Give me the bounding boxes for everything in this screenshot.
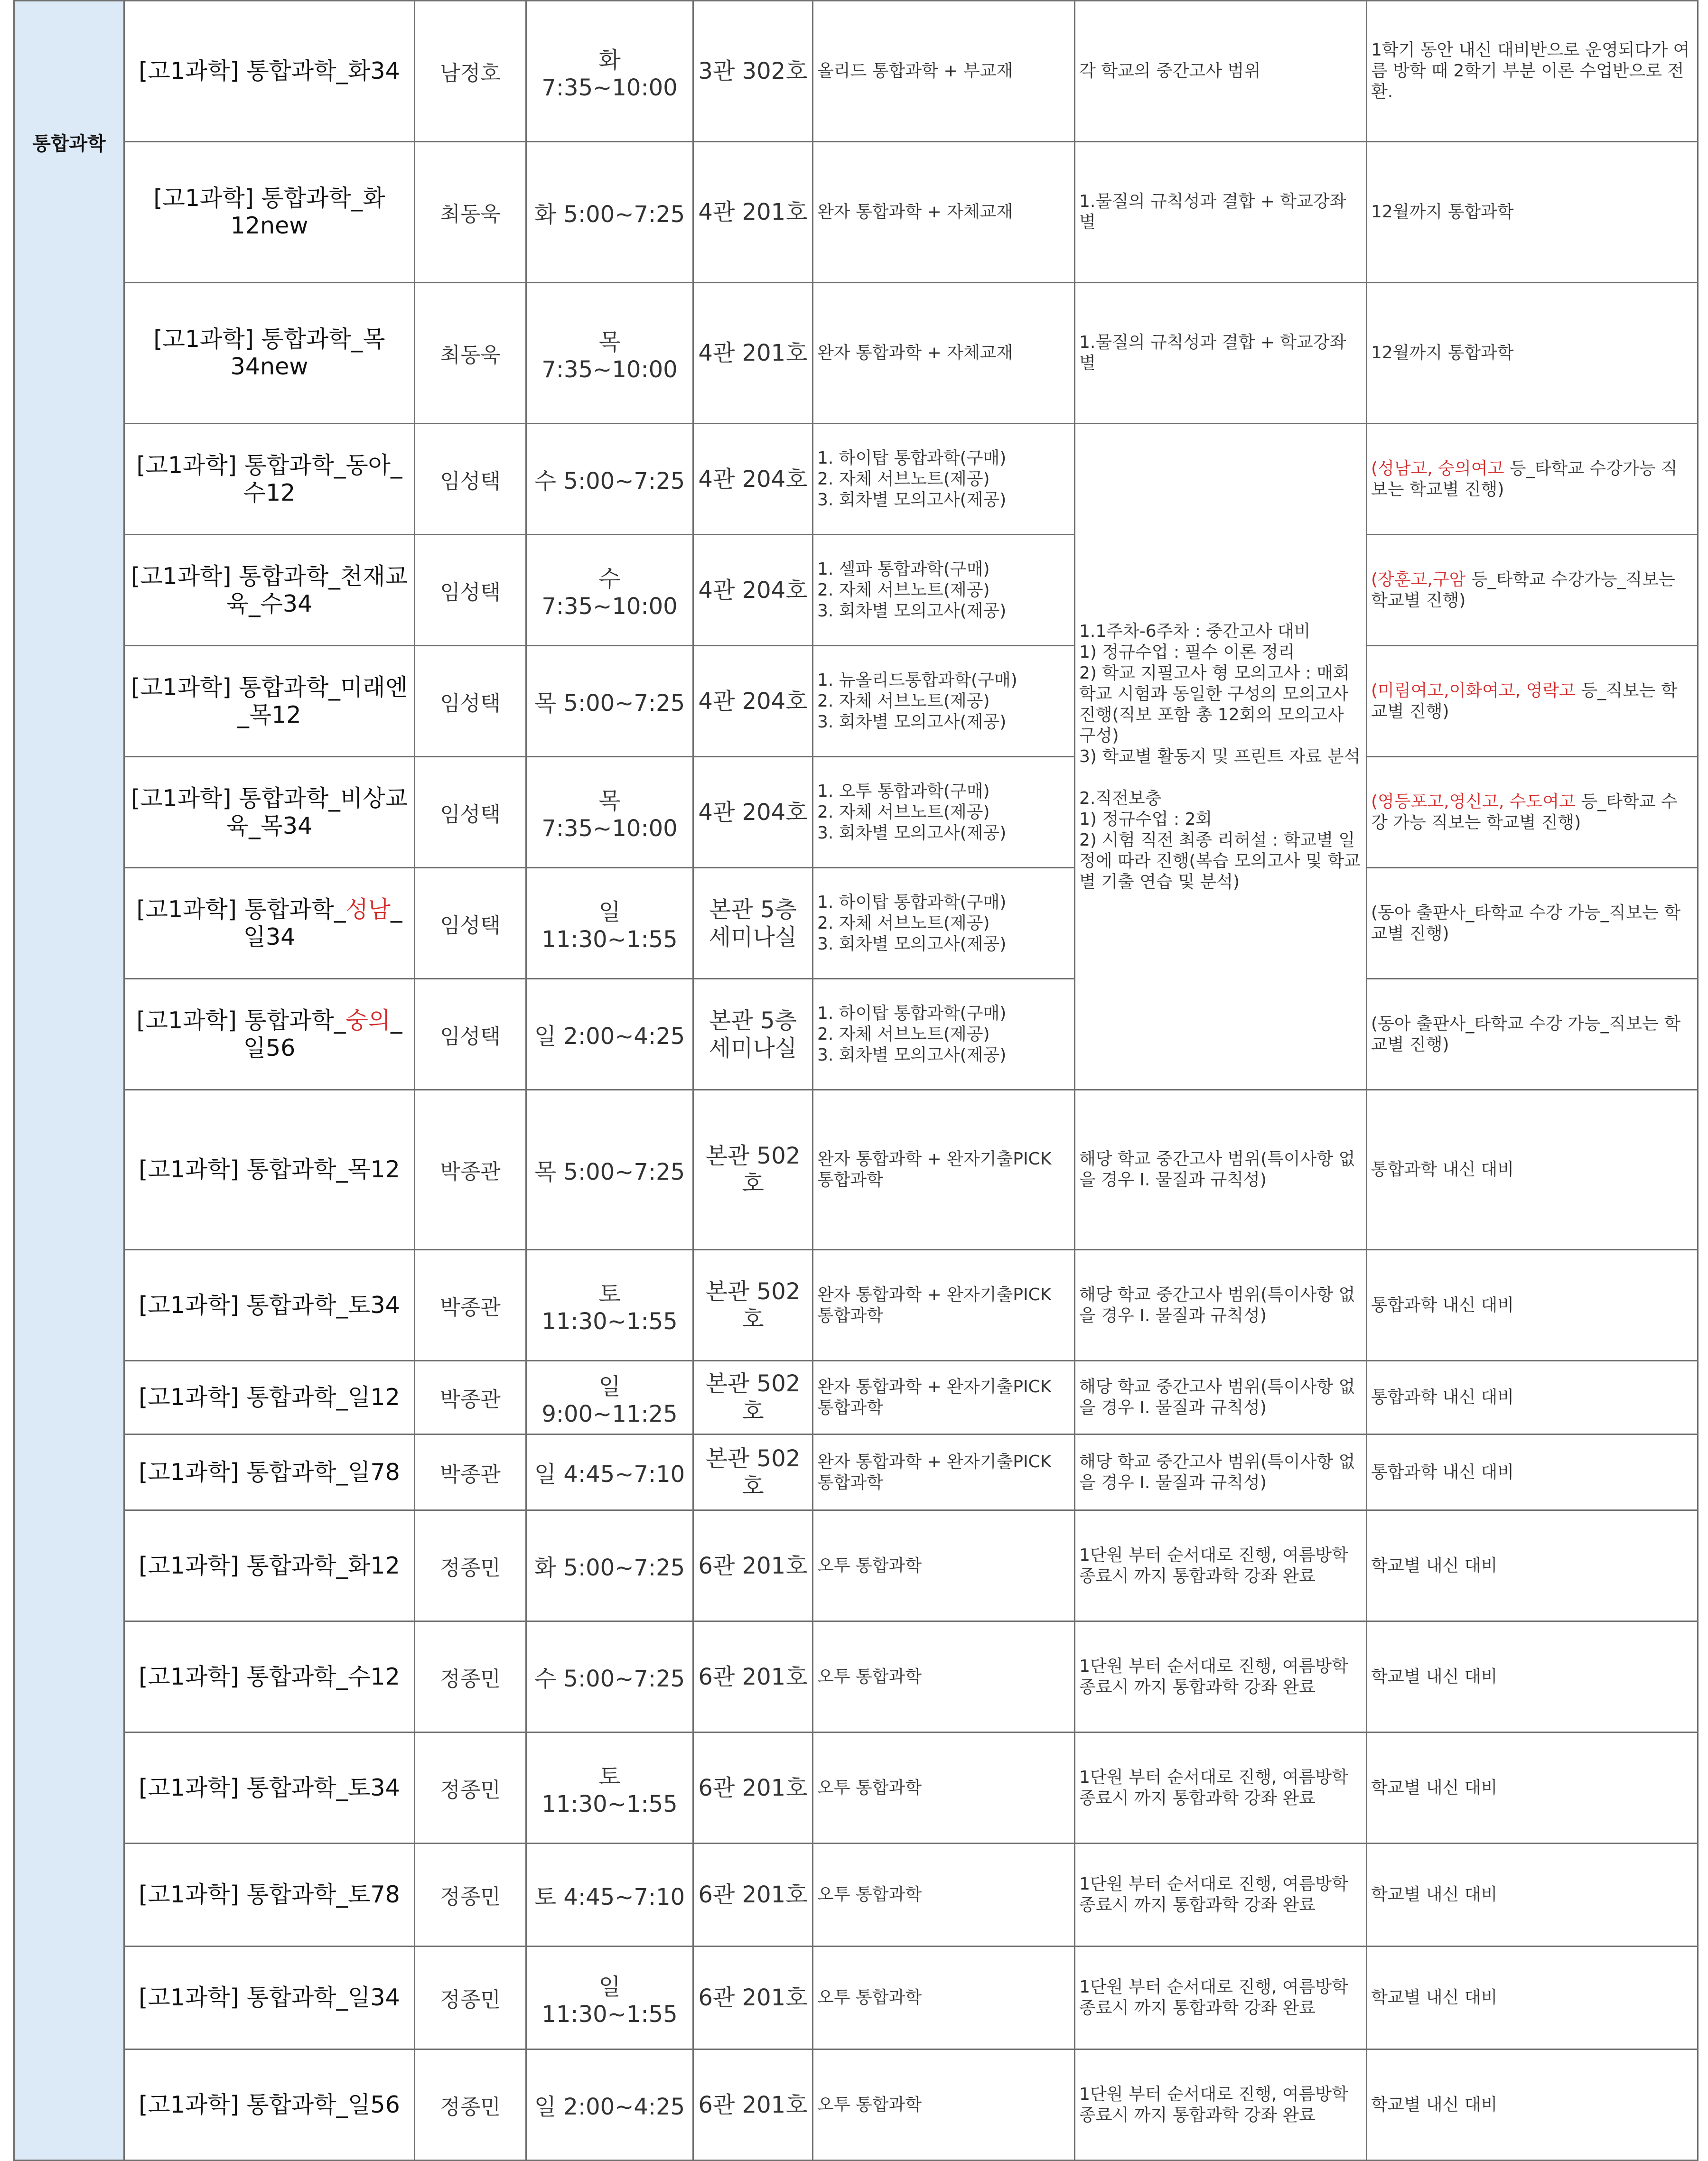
exam-scope: 1.물질의 규칙성과 결합 + 학교강좌별 [1075, 142, 1367, 283]
class-note: 1학기 동안 내신 대비반으로 운영되다가 여름 방학 때 2학기 부분 이론 수업반으로 전환. [1367, 1, 1698, 142]
note-text: 등_타학교 수강가능 직보는 학교별 진행) [1371, 458, 1678, 499]
class-note: 학교별 내신 대비 [1367, 1510, 1698, 1621]
teacher-name: 정종민 [415, 1844, 526, 1947]
course-name: [고1과학] 통합과학_수12 [124, 1621, 415, 1733]
teacher-name: 임성택 [415, 424, 526, 535]
class-note: 12월까지 통합과학 [1367, 142, 1698, 283]
classroom: 6관 201호 [693, 1733, 813, 1844]
teacher-name: 박종관 [415, 1090, 526, 1250]
teacher-name: 정종민 [415, 1733, 526, 1844]
note-highlight: (성남고, 숭의여고 [1371, 458, 1504, 478]
course-name [124, 979, 415, 1090]
class-time: 목 5:00~7:25 [526, 1090, 693, 1250]
classroom: 4관 201호 [693, 283, 813, 424]
textbook: 완자 통합과학 + 자체교재 [813, 283, 1075, 424]
exam-scope-merged: 1.1주차-6주차 : 중간고사 대비 1) 정규수업 : 필수 이론 정리 2) 학교 지필고사 형 모의고사 : 매회 학교 시험과 동일한 구성의 모의고사 진행(직보 포함 총 12회의 모의고사 구성) 3) 학교별 활동지 및 프린트 자료 분석 2.직전보충 1) 정규수업 : 2회 2) 시험 직전 최종 리허설 : 학교별 일정에 따라 진행(복습 모의고사 및 학교별 기출 연습 및 분석) [1075, 424, 1367, 1090]
class-note: 통합과학 내신 대비 [1367, 1434, 1698, 1510]
textbook: 완자 통합과학 + 완자기출PICK 통합과학 [813, 1250, 1075, 1361]
classroom: 6관 201호 [693, 1844, 813, 1947]
note-highlight: (장훈고,구암 [1371, 569, 1466, 589]
textbook: 오투 통합과학 [813, 1947, 1075, 2049]
class-time: 토 11:30~1:55 [526, 1250, 693, 1361]
classroom: 본관 502호 [693, 1361, 813, 1434]
exam-scope: 1단원 부터 순서대로 진행, 여름방학 종료시 까지 통합과학 강좌 완료 [1075, 1510, 1367, 1621]
teacher-name: 정종민 [415, 1621, 526, 1733]
textbook: 완자 통합과학 + 자체교재 [813, 142, 1075, 283]
classroom: 본관 502호 [693, 1250, 813, 1361]
table-row [14, 142, 1698, 283]
course-name: [고1과학] 통합과학_토34 [124, 1250, 415, 1361]
class-time: 수 5:00~7:25 [526, 424, 693, 535]
table-row [14, 424, 1698, 535]
course-name: [고1과학] 통합과학_목12 [124, 1090, 415, 1250]
exam-scope: 해당 학교 중간고사 범위(특이사항 없을 경우 I. 물질과 규칙성) [1075, 1250, 1367, 1361]
textbook: 오투 통합과학 [813, 2049, 1075, 2161]
course-school: 성남 [345, 895, 391, 923]
class-note: 학교별 내신 대비 [1367, 1733, 1698, 1844]
table-row [14, 283, 1698, 424]
classroom: 본관 502호 [693, 1090, 813, 1250]
textbook: 1. 하이탑 통합과학(구매) 2. 자체 서브노트(제공) 3. 회차별 모의고사(제공) [813, 868, 1075, 979]
teacher-name: 임성택 [415, 757, 526, 868]
teacher-name: 최동욱 [415, 283, 526, 424]
class-note: 통합과학 내신 대비 [1367, 1361, 1698, 1434]
teacher-name: 박종관 [415, 1434, 526, 1510]
class-time: 목 7:35~10:00 [526, 757, 693, 868]
teacher-name: 정종민 [415, 1510, 526, 1621]
class-note [1367, 535, 1698, 646]
course-name: [고1과학] 통합과학_화12 [124, 1510, 415, 1621]
exam-scope: 1단원 부터 순서대로 진행, 여름방학 종료시 까지 통합과학 강좌 완료 [1075, 1844, 1367, 1947]
table-row [14, 868, 1698, 979]
textbook: 오투 통합과학 [813, 1733, 1075, 1844]
classroom: 4관 201호 [693, 142, 813, 283]
course-suffix: _일56 [243, 1006, 402, 1062]
course-name: [고1과학] 통합과학_비상교육_목34 [124, 757, 415, 868]
class-note: 학교별 내신 대비 [1367, 2049, 1698, 2161]
classroom: 4관 204호 [693, 535, 813, 646]
class-note: 학교별 내신 대비 [1367, 1844, 1698, 1947]
class-note [1367, 646, 1698, 757]
teacher-name: 박종관 [415, 1250, 526, 1361]
textbook: 오투 통합과학 [813, 1510, 1075, 1621]
table-row [14, 646, 1698, 757]
table-row [14, 1947, 1698, 2049]
textbook: 1. 셀파 통합과학(구매) 2. 자체 서브노트(제공) 3. 회차별 모의고사(제공) [813, 535, 1075, 646]
textbook: 오투 통합과학 [813, 1844, 1075, 1947]
classroom: 6관 201호 [693, 1621, 813, 1733]
classroom: 6관 201호 [693, 1510, 813, 1621]
note-highlight: (영등포고,영신고, 수도여고 [1371, 792, 1576, 811]
classroom: 3관 302호 [693, 1, 813, 142]
class-time: 토 4:45~7:10 [526, 1844, 693, 1947]
classroom: 4관 204호 [693, 757, 813, 868]
teacher-name: 임성택 [415, 868, 526, 979]
textbook: 오투 통합과학 [813, 1621, 1075, 1733]
classroom: 본관 502호 [693, 1434, 813, 1510]
course-name: [고1과학] 통합과학_토78 [124, 1844, 415, 1947]
subject-cell: 통합과학 [14, 1, 124, 2161]
teacher-name: 정종민 [415, 1947, 526, 2049]
class-time: 일 11:30~1:55 [526, 868, 693, 979]
exam-scope: 1.물질의 규칙성과 결합 + 학교강좌별 [1075, 283, 1367, 424]
exam-scope: 각 학교의 중간고사 범위 [1075, 1, 1367, 142]
teacher-name: 남정호 [415, 1, 526, 142]
exam-scope: 해당 학교 중간고사 범위(특이사항 없을 경우 I. 물질과 규칙성) [1075, 1361, 1367, 1434]
classroom: 본관 5층 세미나실 [693, 979, 813, 1090]
table-row [14, 979, 1698, 1090]
course-prefix: [고1과학] 통합과학_ [136, 1006, 346, 1034]
table-row [14, 1733, 1698, 1844]
textbook: 완자 통합과학 + 완자기출PICK 통합과학 [813, 1361, 1075, 1434]
textbook: 완자 통합과학 + 완자기출PICK 통합과학 [813, 1434, 1075, 1510]
exam-scope: 해당 학교 중간고사 범위(특이사항 없을 경우 I. 물질과 규칙성) [1075, 1434, 1367, 1510]
class-time: 수 5:00~7:25 [526, 1621, 693, 1733]
note-text: 등_직보는 학교별 진행) [1371, 680, 1678, 721]
class-time: 화 7:35~10:00 [526, 1, 693, 142]
table-row [14, 757, 1698, 868]
textbook: 1. 하이탑 통합과학(구매) 2. 자체 서브노트(제공) 3. 회차별 모의고사(제공) [813, 979, 1075, 1090]
course-name: [고1과학] 통합과학_화12new [124, 142, 415, 283]
teacher-name: 최동욱 [415, 142, 526, 283]
classroom: 본관 5층 세미나실 [693, 868, 813, 979]
table-row [14, 1090, 1698, 1250]
table-row [14, 1361, 1698, 1434]
class-time: 화 5:00~7:25 [526, 1510, 693, 1621]
teacher-name: 정종민 [415, 2049, 526, 2161]
course-prefix: [고1과학] 통합과학_ [136, 895, 346, 923]
table-row [14, 1621, 1698, 1733]
table-row [14, 1844, 1698, 1947]
teacher-name: 임성택 [415, 646, 526, 757]
table-row [14, 1, 1698, 142]
course-name: [고1과학] 통합과학_천재교육_수34 [124, 535, 415, 646]
table-row [14, 535, 1698, 646]
class-note: 12월까지 통합과학 [1367, 283, 1698, 424]
textbook: 1. 뉴올리드통합과학(구매) 2. 자체 서브노트(제공) 3. 회차별 모의고사(제공) [813, 646, 1075, 757]
course-name: [고1과학] 통합과학_동아_수12 [124, 424, 415, 535]
class-note [1367, 757, 1698, 868]
class-note: (동아 출판사_타학교 수강 가능_직보는 학교별 진행) [1367, 868, 1698, 979]
note-text: 등_타학교 수강 가능 직보는 학교별 진행) [1371, 792, 1678, 832]
exam-scope: 1단원 부터 순서대로 진행, 여름방학 종료시 까지 통합과학 강좌 완료 [1075, 1947, 1367, 2049]
course-suffix: _일34 [243, 895, 402, 950]
class-note: 학교별 내신 대비 [1367, 1947, 1698, 2049]
teacher-name: 박종관 [415, 1361, 526, 1434]
class-time: 수 7:35~10:00 [526, 535, 693, 646]
class-time: 토 11:30~1:55 [526, 1733, 693, 1844]
exam-scope: 1단원 부터 순서대로 진행, 여름방학 종료시 까지 통합과학 강좌 완료 [1075, 1621, 1367, 1733]
class-time: 일 9:00~11:25 [526, 1361, 693, 1434]
class-time: 일 2:00~4:25 [526, 979, 693, 1090]
exam-scope: 1단원 부터 순서대로 진행, 여름방학 종료시 까지 통합과학 강좌 완료 [1075, 1733, 1367, 1844]
note-highlight: (미림여고,이화여고, 영락고 [1371, 680, 1576, 700]
teacher-name: 임성택 [415, 979, 526, 1090]
textbook: 1. 하이탑 통합과학(구매) 2. 자체 서브노트(제공) 3. 회차별 모의고사(제공) [813, 424, 1075, 535]
classroom: 4관 204호 [693, 424, 813, 535]
class-note: (동아 출판사_타학교 수강 가능_직보는 학교별 진행) [1367, 979, 1698, 1090]
table-row [14, 1250, 1698, 1361]
course-name: [고1과학] 통합과학_일34 [124, 1947, 415, 2049]
course-name: [고1과학] 통합과학_일78 [124, 1434, 415, 1510]
course-name [124, 868, 415, 979]
classroom: 6관 201호 [693, 1947, 813, 2049]
course-name: [고1과학] 통합과학_화34 [124, 1, 415, 142]
class-time: 목 5:00~7:25 [526, 646, 693, 757]
teacher-name: 임성택 [415, 535, 526, 646]
class-time: 화 5:00~7:25 [526, 142, 693, 283]
class-time: 목 7:35~10:00 [526, 283, 693, 424]
class-note: 통합과학 내신 대비 [1367, 1250, 1698, 1361]
class-time: 일 2:00~4:25 [526, 2049, 693, 2161]
note-text: 등_타학교 수강가능_직보는 학교별 진행) [1371, 569, 1675, 610]
schedule-table [13, 0, 1699, 2161]
class-note [1367, 424, 1698, 535]
exam-scope: 해당 학교 중간고사 범위(특이사항 없을 경우 I. 물질과 규칙성) [1075, 1090, 1367, 1250]
course-name: [고1과학] 통합과학_일56 [124, 2049, 415, 2161]
course-school: 숭의 [345, 1006, 391, 1034]
classroom: 4관 204호 [693, 646, 813, 757]
course-name: [고1과학] 통합과학_일12 [124, 1361, 415, 1434]
course-name: [고1과학] 통합과학_목34new [124, 283, 415, 424]
course-name: [고1과학] 통합과학_미래엔_목12 [124, 646, 415, 757]
class-note: 학교별 내신 대비 [1367, 1621, 1698, 1733]
textbook: 1. 오투 통합과학(구매) 2. 자체 서브노트(제공) 3. 회차별 모의고사(제공) [813, 757, 1075, 868]
class-time: 일 4:45~7:10 [526, 1434, 693, 1510]
table-row [14, 1510, 1698, 1621]
textbook: 올리드 통합과학 + 부교재 [813, 1, 1075, 142]
table-row [14, 2049, 1698, 2161]
course-name: [고1과학] 통합과학_토34 [124, 1733, 415, 1844]
class-time: 일 11:30~1:55 [526, 1947, 693, 2049]
table-row [14, 1434, 1698, 1510]
class-note: 통합과학 내신 대비 [1367, 1090, 1698, 1250]
textbook: 완자 통합과학 + 완자기출PICK 통합과학 [813, 1090, 1075, 1250]
classroom: 6관 201호 [693, 2049, 813, 2161]
exam-scope: 1단원 부터 순서대로 진행, 여름방학 종료시 까지 통합과학 강좌 완료 [1075, 2049, 1367, 2161]
